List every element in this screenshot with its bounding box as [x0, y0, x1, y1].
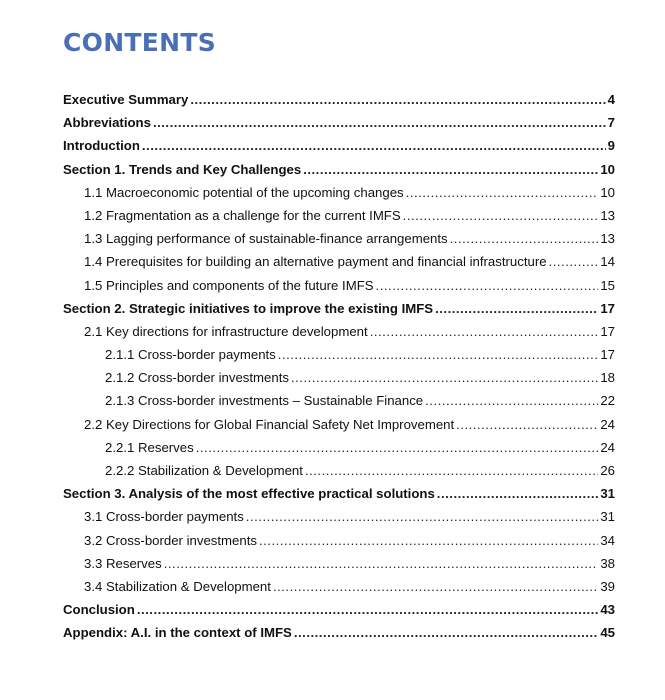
toc-page-number: 10	[600, 161, 615, 177]
toc-entry	[63, 343, 615, 366]
toc-page-number: 13	[600, 231, 615, 247]
toc-entry-label: 3.1 Cross-border payments	[84, 509, 244, 525]
dot-leader	[273, 575, 598, 598]
toc-entry-label: 1.1 Macroeconomic potential of the upcoming changes	[84, 184, 404, 200]
toc-entry	[63, 181, 615, 204]
toc-entry	[63, 134, 615, 157]
toc-entry	[63, 436, 615, 459]
dot-leader	[259, 529, 598, 552]
toc-entry-label: 2.1.1 Cross-border payments	[105, 347, 276, 363]
toc-entry	[63, 366, 615, 389]
toc-entry	[63, 413, 615, 436]
dot-leader	[425, 389, 598, 412]
toc-entry	[63, 598, 615, 621]
toc-page-number: 15	[600, 277, 615, 293]
toc-page-number: 14	[600, 254, 615, 270]
toc-page-number: 24	[600, 416, 615, 432]
dot-leader	[305, 459, 598, 482]
toc-entry-label: 1.5 Principles and components of the future IMFS	[84, 277, 374, 293]
toc-entry	[63, 227, 615, 250]
toc-page-number: 13	[600, 207, 615, 223]
dot-leader	[246, 505, 599, 528]
toc-entry	[63, 389, 615, 412]
toc-page-number: 4	[607, 92, 615, 107]
toc-entry-label: 1.4 Prerequisites for building an alternative payment and financial infrastructure	[84, 254, 547, 270]
toc-entry-label: 2.2 Key Directions for Global Financial Safety Net Improvement	[84, 416, 455, 432]
toc-page-number: 9	[607, 138, 615, 154]
toc-page-number: 45	[600, 625, 615, 641]
dot-leader	[137, 598, 599, 621]
toc-entry-label: Section 3. Analysis of the most effective practical solutions	[63, 486, 435, 502]
toc-page-number: 7	[607, 115, 615, 131]
toc-entry	[63, 320, 615, 343]
dot-leader	[196, 436, 599, 459]
toc-entry	[63, 482, 615, 505]
toc-entry	[63, 250, 615, 273]
toc-page-number: 17	[600, 323, 615, 339]
dot-leader	[164, 552, 599, 575]
toc-entry-label: Section 1. Trends and Key Challenges	[63, 161, 302, 177]
dot-leader	[406, 181, 599, 204]
toc-entry-label: Section 2. Strategic initiatives to improve the existing IMFS	[63, 300, 434, 316]
toc-entry-label: Abbreviations	[63, 115, 151, 131]
toc-entry-label: 1.3 Lagging performance of sustainable-finance arrangements	[84, 231, 448, 247]
dot-leader	[303, 158, 598, 181]
toc-page-number: 22	[600, 393, 615, 409]
toc-entry	[63, 297, 615, 320]
toc-entry	[63, 621, 615, 644]
toc-page-number: 43	[600, 602, 615, 618]
toc-entry	[63, 529, 615, 552]
toc-page-number: 17	[600, 347, 615, 363]
dot-leader	[190, 88, 605, 111]
toc-entry-label: 3.2 Cross-border investments	[84, 532, 257, 548]
toc-page-number: 39	[600, 578, 615, 594]
dot-leader	[403, 204, 599, 227]
dot-leader	[142, 134, 606, 157]
page-title: CONTENTS	[63, 28, 217, 57]
toc-page-number: 24	[600, 439, 615, 455]
table-of-contents	[63, 88, 615, 645]
toc-page-number: 34	[600, 532, 615, 548]
toc-entry-label: 2.2.1 Reserves	[105, 439, 194, 455]
toc-entry	[63, 459, 615, 482]
toc-entry	[63, 505, 615, 528]
toc-page-number: 31	[600, 509, 615, 525]
dot-leader	[549, 250, 599, 273]
dot-leader	[370, 320, 599, 343]
dot-leader	[376, 274, 599, 297]
dot-leader	[437, 482, 599, 505]
toc-entry-label: 2.1.2 Cross-border investments	[105, 370, 289, 386]
toc-page-number: 17	[600, 300, 615, 316]
dot-leader	[291, 366, 598, 389]
toc-page-number: 26	[600, 463, 615, 478]
toc-entry	[63, 575, 615, 598]
toc-entry-label: Appendix: A.I. in the context of IMFS	[63, 625, 292, 641]
toc-entry-label: Executive Summary	[63, 92, 189, 107]
dot-leader	[435, 297, 598, 320]
dot-leader	[278, 343, 599, 366]
toc-page-number: 31	[600, 486, 615, 502]
dot-leader	[450, 227, 599, 250]
toc-entry-label: 3.3 Reserves	[84, 555, 162, 571]
dot-leader	[456, 413, 598, 436]
toc-entry-label: 3.4 Stabilization & Development	[84, 578, 271, 594]
toc-entry	[63, 111, 615, 134]
toc-page-number: 38	[600, 555, 615, 571]
toc-entry	[63, 158, 615, 181]
dot-leader	[294, 621, 599, 644]
toc-page-number: 18	[600, 370, 615, 386]
toc-entry-label: Conclusion	[63, 602, 135, 618]
toc-entry-label: 1.2 Fragmentation as a challenge for the current IMFS	[84, 207, 401, 223]
toc-entry	[63, 552, 615, 575]
toc-entry-label: 2.1.3 Cross-border investments – Sustainable Finance	[105, 393, 424, 409]
toc-entry	[63, 274, 615, 297]
toc-entry-label: 2.2.2 Stabilization & Development	[105, 463, 303, 478]
toc-page-number: 10	[600, 184, 615, 200]
toc-entry-label: 2.1 Key directions for infrastructure development	[84, 323, 368, 339]
toc-entry	[63, 88, 615, 111]
dot-leader	[153, 111, 606, 134]
toc-entry-label: Introduction	[63, 138, 140, 154]
toc-entry	[63, 204, 615, 227]
